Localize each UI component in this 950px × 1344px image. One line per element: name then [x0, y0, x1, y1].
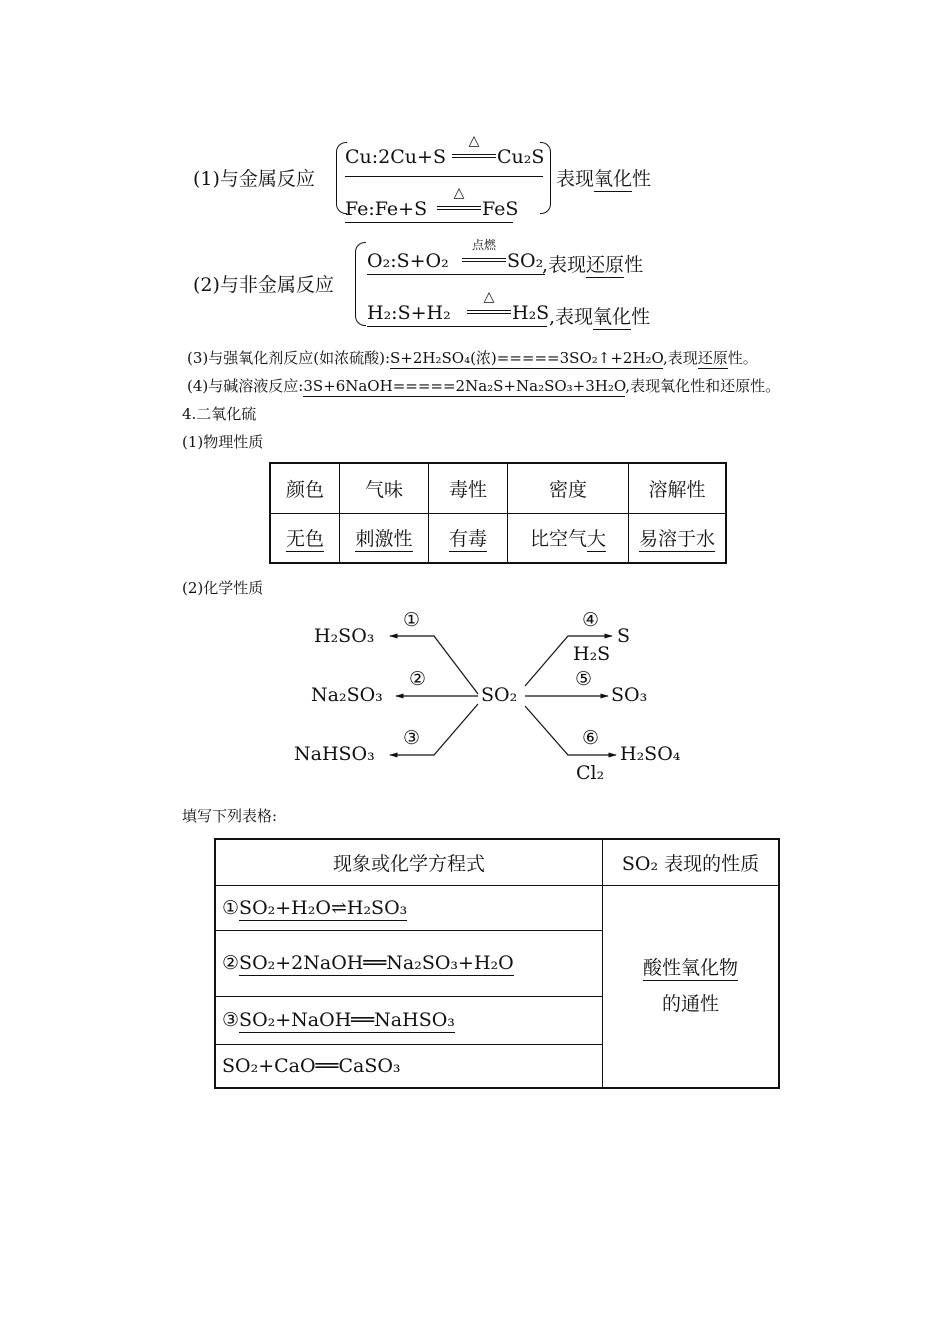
heat-symbol: △ [483, 289, 495, 305]
result-blank: 氧化 [594, 168, 633, 190]
result-suffix: 性 [632, 168, 652, 190]
line3-suffix: 性。 [727, 349, 758, 367]
equation-rhs: NaHSO₃ [374, 1009, 455, 1031]
reagent-cl2: Cl₂ [576, 762, 605, 784]
product-h2so4: H₂SO₄ [620, 743, 681, 765]
equals-sign-icon: ══ [351, 1009, 375, 1031]
equals-sign-icon: ══ [363, 952, 387, 974]
equation-cell [215, 996, 603, 1044]
table-header-cell: 颜色 [270, 463, 340, 513]
equation-lhs: SO₂+H₂O [239, 896, 331, 919]
h2-equation-lhs: H₂:S+H₂ [367, 302, 451, 324]
diagram-center-so2: SO₂ [481, 684, 518, 706]
reaction-number-5: ⑤ [575, 668, 593, 690]
metal-reaction-label: (1)与金属反应 [193, 168, 315, 190]
o2-result-blank: 还原 [586, 254, 625, 276]
table-header-cell: 现象或化学方程式 [215, 839, 603, 885]
o2-result-prefix: ,表现 [542, 254, 587, 276]
line3-mid: ,表现 [662, 349, 698, 367]
equation-cell [215, 885, 603, 930]
fill-table-title: 填写下列表格: [182, 807, 278, 825]
fe-equation-product: FeS [482, 198, 519, 220]
smell-value: 刺激性 [355, 528, 413, 551]
property-line-2: 的通性 [661, 993, 719, 1016]
product-h2so3: H₂SO₃ [314, 625, 375, 647]
equation-cell [215, 1044, 603, 1088]
heat-symbol: △ [453, 185, 465, 201]
ignite-condition: 点燃 [471, 238, 496, 252]
density-value: 比空气 [529, 528, 587, 551]
row-number: ③ [222, 1009, 240, 1031]
equation-lhs: SO₂+2NaOH [239, 952, 364, 974]
reaction-number-4: ④ [582, 609, 600, 631]
cu-equation-lhs: Cu:2Cu+S [345, 146, 446, 168]
table-row [215, 885, 779, 930]
solubility-value: 易溶于水 [638, 528, 715, 551]
section-4-title: 4.二氧化硫 [182, 405, 257, 423]
h2-result-suffix: 性 [631, 306, 651, 328]
row-number: ① [222, 896, 240, 919]
property-line-1: 酸性氧化物 [642, 957, 738, 980]
equation-rhs: Na₂SO₃+H₂O [386, 952, 514, 974]
line4-suffix: ,表现氧化性和还原性。 [625, 377, 781, 395]
reaction-number-6: ⑥ [582, 727, 600, 749]
equation-text [239, 897, 407, 921]
equals-sign-icon: ══ [315, 1054, 339, 1077]
physical-properties-title: (1)物理性质 [182, 433, 264, 451]
equation-lhs: SO₂+CaO [222, 1054, 316, 1077]
product-na2so3: Na₂SO₃ [311, 684, 383, 706]
h2-result-blank: 氧化 [593, 306, 632, 328]
table-header-cell: 密度 [508, 463, 629, 513]
fe-equation-lhs: Fe:Fe+S [345, 198, 428, 220]
product-so3: SO₃ [611, 684, 648, 706]
line3-blank: 还原 [697, 349, 728, 367]
nonmetal-reaction-label: (2)与非金属反应 [193, 274, 334, 296]
equation-rhs: H₂SO₃ [346, 896, 408, 919]
o2-equation-product: SO₂ [507, 250, 544, 272]
equation-text [239, 1009, 455, 1033]
table-row [215, 839, 779, 885]
reaction-number-2: ② [409, 668, 427, 690]
equation-cell [215, 930, 603, 996]
line4-prefix: (4)与碱溶液反应: [187, 377, 304, 395]
chemical-properties-title: (2)化学性质 [182, 579, 264, 597]
h2-equation-product: H₂S [512, 302, 550, 324]
line4-equation: 3S+6NaOH=====2Na₂S+Na₂SO₃+3H₂O [303, 377, 626, 395]
heat-symbol: △ [468, 133, 480, 149]
line3-prefix: (3)与强氧化剂反应(如浓硫酸): [187, 349, 391, 367]
toxicity-value: 有毒 [448, 528, 487, 551]
table-header-cell: SO₂ 表现的性质 [603, 839, 780, 885]
color-value: 无色 [285, 528, 324, 551]
equation-lhs: SO₂+NaOH [239, 1009, 352, 1031]
product-s: S [617, 625, 631, 647]
equation-rhs: CaSO₃ [338, 1054, 401, 1077]
reagent-h2s: H₂S [573, 643, 611, 665]
product-nahso3: NaHSO₃ [294, 743, 375, 765]
h2-result-prefix: ,表现 [549, 306, 594, 328]
property-cell [603, 885, 780, 1088]
reversible-arrow-icon: ⇌ [330, 896, 347, 919]
table-header-cell: 溶解性 [629, 463, 727, 513]
o2-result-suffix: 性 [624, 254, 644, 276]
result-prefix: 表现 [556, 168, 595, 190]
cu-equation-product: Cu₂S [497, 146, 545, 168]
row-number: ② [222, 952, 240, 974]
o2-equation-lhs: O₂:S+O₂ [367, 250, 449, 272]
reaction-number-3: ③ [403, 727, 421, 749]
reaction-number-1: ① [403, 609, 421, 631]
line3-equation: S+2H₂SO₄(浓)=====3SO₂↑+2H₂O [390, 349, 663, 367]
equation-text [239, 952, 514, 976]
reaction-table [214, 838, 780, 1089]
density-blank: 大 [587, 528, 607, 551]
table-header-cell: 气味 [340, 463, 429, 513]
table-header-cell: 毒性 [429, 463, 508, 513]
